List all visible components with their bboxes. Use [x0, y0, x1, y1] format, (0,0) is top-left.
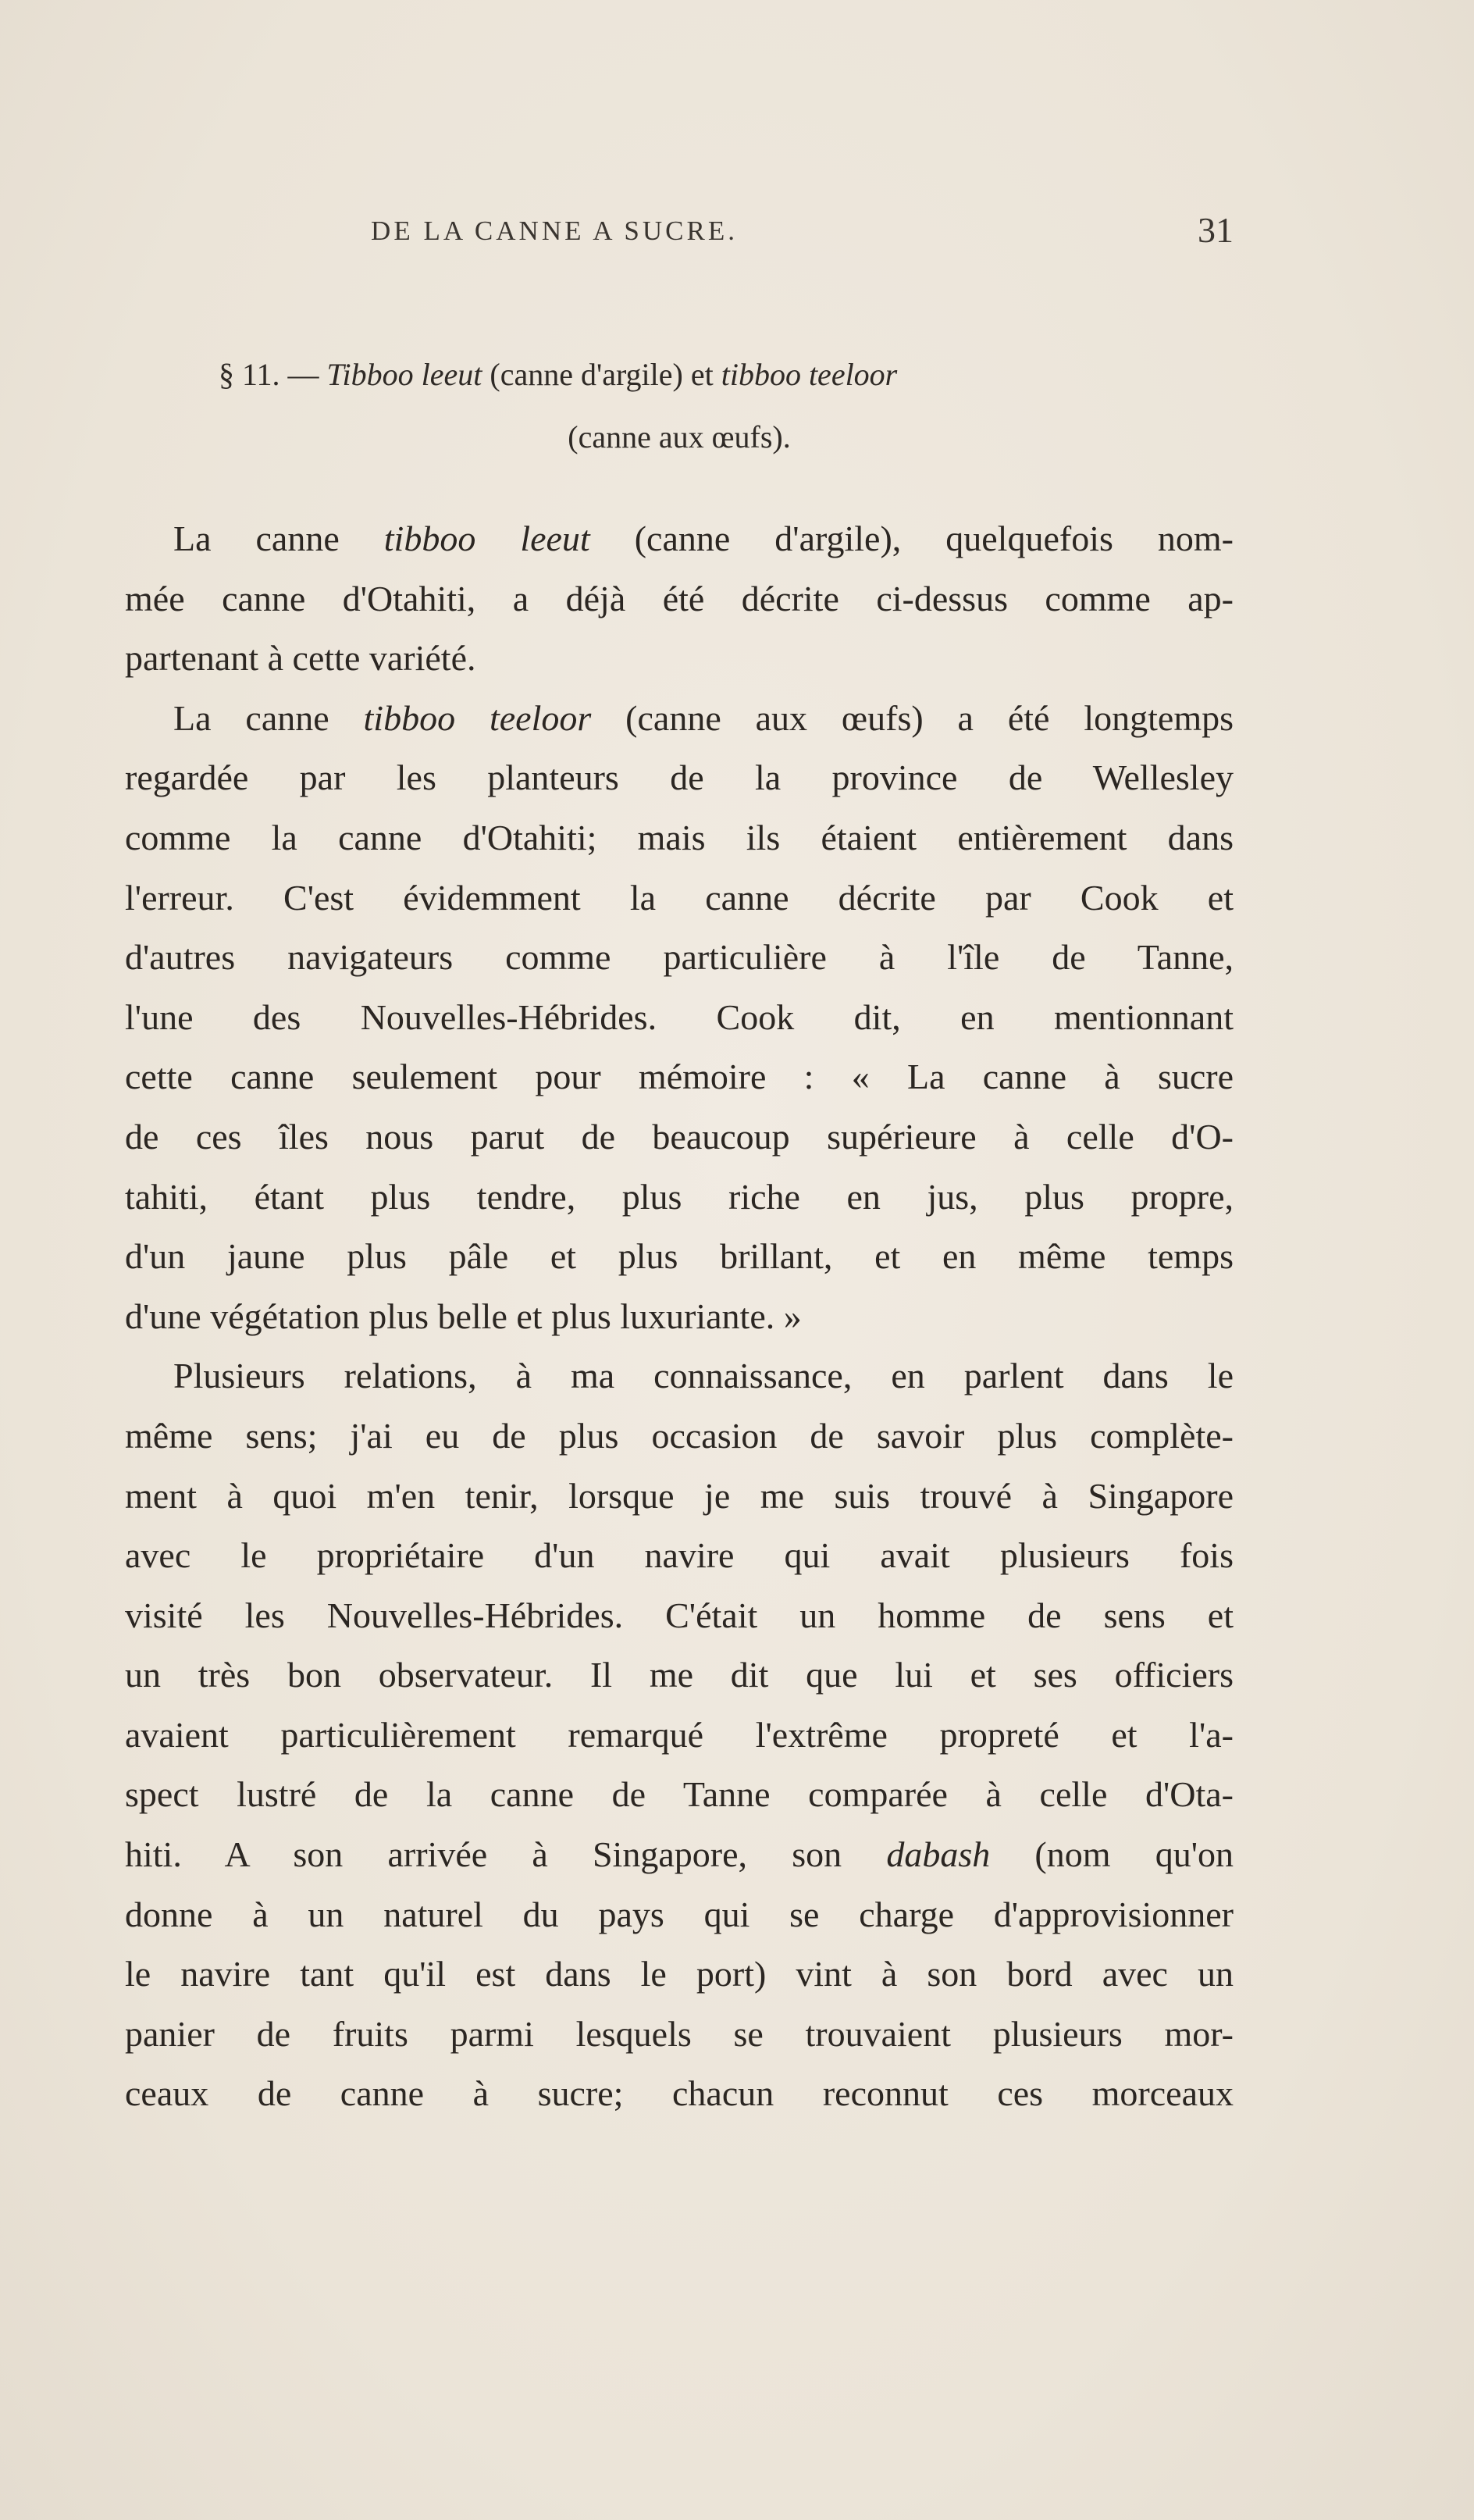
- body-text: [125, 509, 1234, 2124]
- section-title-plain-1: (canne d'argile) et: [490, 357, 714, 392]
- paragraph-2-line: de ces îles nous parut de beaucoup supérieure à celle d'O-: [125, 1116, 1234, 1157]
- paragraph-3-line: un très bon observateur. Il me dit que lui et ses officiers: [125, 1655, 1234, 1695]
- section-title-italic-1: Tibboo leeut: [326, 357, 482, 392]
- paragraph-3-line: avaient particulièrement remarqué l'extrême propreté et l'a-: [125, 1714, 1234, 1755]
- section-number: § 11.: [219, 357, 280, 392]
- running-title: DE LA CANNE A SUCRE.: [371, 216, 738, 246]
- paragraph-3-line: donne à un naturel du pays qui se charge d'approvisionner: [125, 1894, 1234, 1934]
- paragraph-1-line: partenant à cette variété.: [125, 638, 476, 679]
- paragraph-3-line: hiti. A son arrivée à Singapore, son dabash (nom qu'on: [125, 1834, 1234, 1875]
- paragraph-2-line: d'une végétation plus belle et plus luxuriante. »: [125, 1296, 802, 1336]
- italic-term: tibboo teeloor: [363, 697, 592, 738]
- paragraph-3-line: spect lustré de la canne de Tanne comparée à celle d'Ota-: [125, 1774, 1234, 1815]
- paragraph-2-line: l'erreur. C'est évidemment la canne décrite par Cook et: [125, 877, 1234, 918]
- paragraph-1-line: mée canne d'Otahiti, a déjà été décrite ci-dessus comme ap-: [125, 578, 1234, 618]
- running-head: [125, 209, 1234, 256]
- section-heading: [219, 344, 1140, 469]
- paragraph-2-line: tahiti, étant plus tendre, plus riche en jus, plus propre,: [125, 1176, 1234, 1217]
- italic-term: tibboo leeut: [383, 519, 590, 558]
- paragraph-2-line: regardée par les planteurs de la province de Wellesley: [125, 757, 1234, 798]
- section-heading-line-1: [219, 344, 1140, 406]
- paragraph-3-line: visité les Nouvelles-Hébrides. C'était un homme de sens et: [125, 1595, 1234, 1635]
- page-number: 31: [1198, 210, 1234, 250]
- paragraph-3-line: panier de fruits parmi lesquels se trouvaient plusieurs mor-: [125, 2013, 1234, 2054]
- paragraph-2-line: l'une des Nouvelles-Hébrides. Cook dit, en mentionnant: [125, 996, 1234, 1037]
- paragraph-3-line: même sens; j'ai eu de plus occasion de savoir plus complète-: [125, 1415, 1234, 1456]
- paragraph-2-line: d'un jaune plus pâle et plus brillant, et en même temps: [125, 1236, 1234, 1277]
- paragraph-3-line: ment à quoi m'en tenir, lorsque je me suis trouvé à Singapore: [125, 1475, 1234, 1516]
- paragraph-3-line: Plusieurs relations, à ma connaissance, en parlent dans le: [173, 1356, 1234, 1396]
- paragraph-3-line: le navire tant qu'il est dans le port) vint à son bord avec un: [125, 1954, 1234, 1994]
- italic-term: dabash: [886, 1834, 991, 1875]
- paragraph-1-line: La canne tibboo leeut (canne d'argile), quelquefois nom-: [173, 519, 1234, 558]
- paragraph-2-line: cette canne seulement pour mémoire : « La canne à sucre: [125, 1057, 1234, 1097]
- paragraph-2-line: La canne tibboo teeloor (canne aux œufs) a été longtemps: [173, 697, 1234, 738]
- section-heading-line-2: (canne aux œufs).: [568, 419, 791, 454]
- paragraph-2-line: comme la canne d'Otahiti; mais ils étaient entièrement dans: [125, 817, 1234, 857]
- paragraph-3-line: avec le propriétaire d'un navire qui avait plusieurs fois: [125, 1535, 1234, 1576]
- section-title-italic-2: tibboo teeloor: [721, 357, 898, 392]
- paragraph-2-line: d'autres navigateurs comme particulière à l'île de Tanne,: [125, 937, 1234, 978]
- paragraph-3-line: ceaux de canne à sucre; chacun reconnut ces morceaux: [125, 2073, 1234, 2114]
- section-dash: —: [287, 357, 319, 392]
